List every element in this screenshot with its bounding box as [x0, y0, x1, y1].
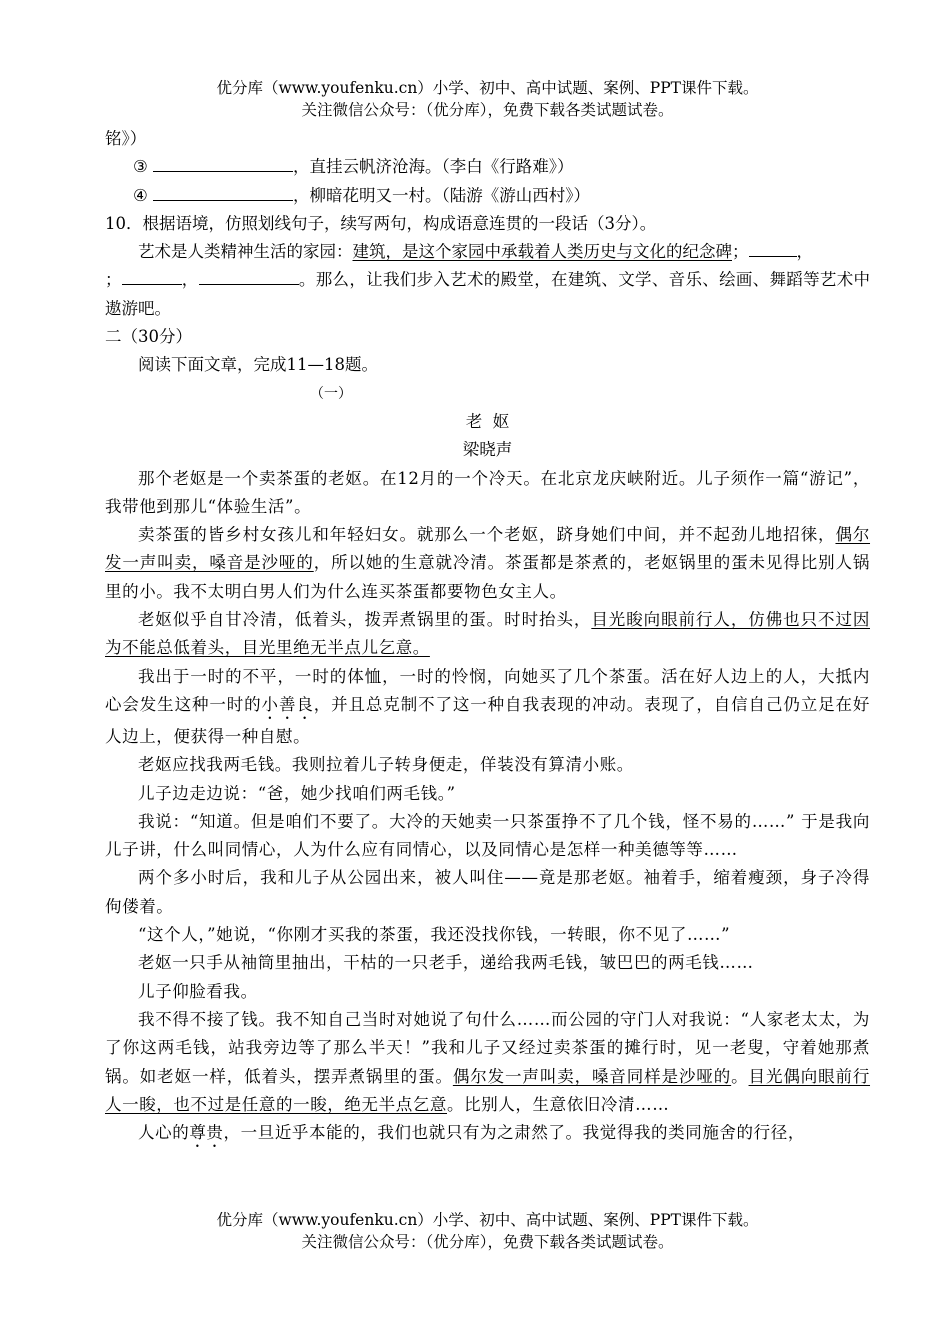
header-line-1: 优分库（www.youfenku.cn）小学、初中、高中试题、案例、PPT课件下载。: [216, 79, 759, 97]
paragraph: 老妪应找我两毛钱。我则拉着儿子转身便走，佯装没有算清小账。: [138, 755, 634, 775]
article-body: [105, 465, 870, 1152]
q10-sep-2: ，: [796, 242, 813, 262]
paragraph: [105, 663, 870, 752]
page-header: [105, 77, 870, 121]
q10-sep-3: ；: [105, 270, 122, 290]
underlined-sentence: 偶尔发一声叫卖，嗓音是沙哑的: [105, 525, 871, 573]
text-run: 老妪似乎自甘冷清，低着头，拨弄煮锅里的蛋。时时抬头，: [138, 610, 592, 630]
text-run: 卖茶蛋的皆乡村女孩儿和年轻妇女。就那么一个老妪，跻身她们中间，并不起劲儿地招徕，: [138, 525, 836, 545]
item-number: ④: [133, 185, 148, 205]
item-text: ，柳暗花明又一村。（陆游《游山西村》）: [293, 185, 591, 205]
item-number: ③: [133, 157, 148, 177]
q10-sep-4: ，: [181, 270, 199, 290]
footer-line-2: 关注微信公众号：（优分库），免费下载各类试题试卷。: [301, 1233, 674, 1251]
q10-passage: [105, 238, 870, 323]
q9-tail: 铭》）: [105, 129, 147, 148]
answer-blank[interactable]: [153, 153, 293, 172]
text-run: 我不得不接了钱。我不知自己当时对她说了句什么……而公园的守门人对我说：“人家老太太，为了你这两毛钱，站我旁边等了那么半天！”我和儿子又经过卖茶蛋的摊行时，见一老叟，守着她那煮锅。如老妪一样，低着头，摆弄煮锅里的蛋。: [105, 1009, 870, 1086]
emphasized-word: 小善良: [261, 694, 314, 714]
paragraph: 我说：“知道。但是咱们不要了。大冷的天她卖一只茶蛋挣不了几个钱，怪不易的……” 于是我向儿子讲，什么叫同情心，人为什么应有同情心，以及同情心是怎样一种美德等等……: [105, 811, 870, 860]
paragraph: [105, 521, 870, 606]
text-run: 。比别人，生意依旧冷清……: [447, 1094, 670, 1114]
article-author: 梁晓声: [462, 440, 513, 460]
q10-lead: 艺术是人类精神生活的家园：: [138, 242, 353, 262]
paragraph: 儿子仰脸看我。: [138, 981, 258, 1001]
text-run: ，一旦近乎本能的，我们也就只有为之肃然了。我觉得我的类同施舍的行径，: [223, 1123, 805, 1143]
item-text: ，直挂云帆济沧海。（李白《行路难》）: [293, 157, 574, 177]
footer-line-1: 优分库（www.youfenku.cn）小学、初中、高中试题、案例、PPT课件下载。: [216, 1211, 759, 1229]
section-part-label: （一）: [310, 385, 352, 402]
answer-blank-2[interactable]: [122, 266, 182, 285]
text-run: 人心的: [138, 1123, 190, 1143]
text-run: ，所以她的生意就冷清。茶蛋都是茶煮的，老妪锅里的蛋未见得比别人锅里的小。我不太明白男人们为什么连买茶蛋都要物色女主人。: [105, 553, 870, 601]
text-run: ，并且总克制不了这一种自我表现的冲动。表现了，自信自己仍立足在好人边上，便获得一种自慰。: [105, 694, 871, 746]
paragraph: 儿子边走边说：“爸，她少找咱们两毛钱。”: [138, 783, 456, 803]
section-instruction: 阅读下面文章，完成11—18题。: [138, 355, 378, 375]
underlined-sentence: 目光偶向眼前行人一睃，也不过是任意的一睃，绝无半点乞意: [105, 1066, 871, 1114]
q9-item-3: [105, 153, 870, 181]
paragraph: “这个人，”她说，“你刚才买我的茶蛋，我还没找你钱，一转眼，你不见了……”: [138, 925, 731, 945]
article-title: 老 妪: [465, 411, 510, 431]
q10-prompt: 10．根据语境，仿照划线句子，续写两句，构成语意连贯的一段话（3分）。: [105, 213, 657, 233]
text-run: 。: [731, 1066, 749, 1086]
underlined-sentence: 目光睃向眼前行人，仿佛也只不过因为不能总低着头，目光里绝无半点儿乞意。: [105, 610, 870, 658]
page-body: [105, 125, 870, 1151]
emphasized-word: 尊贵: [189, 1123, 224, 1143]
section-title: 二（30分）: [105, 327, 192, 347]
underlined-sentence: 偶尔发一声叫卖，嗓音同样是沙哑的: [452, 1066, 732, 1086]
q10-sep-1: ；: [732, 242, 749, 262]
paragraph: [105, 1006, 870, 1119]
answer-blank[interactable]: [153, 182, 293, 201]
paragraph: 两个多小时后，我和儿子从公园出来，被人叫住——竟是那老妪。袖着手，缩着瘦颈，身子冷得佝偻着。: [105, 868, 870, 916]
q10-underlined-sentence: 建筑，是这个家园中承载着人类历史与文化的纪念碑: [352, 242, 732, 262]
q9-item-4: [105, 182, 870, 210]
header-line-2: 关注微信公众号：（优分库），免费下载各类试题试卷。: [301, 101, 674, 119]
paragraph: 那个老妪是一个卖茶蛋的老妪。在12月的一个冷天。在北京龙庆峡附近。儿子须作一篇“游记”，我带他到那儿“体验生活”。: [105, 468, 870, 516]
paragraph: [105, 606, 870, 663]
answer-blank-3[interactable]: [199, 266, 299, 285]
answer-blank-1[interactable]: [749, 238, 797, 257]
paragraph: 老妪一只手从袖筒里抽出，干枯的一只老手，递给我两毛钱，皱巴巴的两毛钱……: [138, 953, 754, 973]
q10-rest: 。那么，让我们步入艺术的殿堂，在建筑、文学、音乐、绘画、舞蹈等艺术中遨游吧。: [105, 270, 871, 318]
paragraph: [105, 1119, 870, 1151]
page-footer: [105, 1209, 870, 1253]
text-run: 我出于一时的不平，一时的体恤，一时的怜悯，向她买了几个茶蛋。活在好人边上的人，大抵内心会发生这种一时的: [105, 666, 870, 714]
